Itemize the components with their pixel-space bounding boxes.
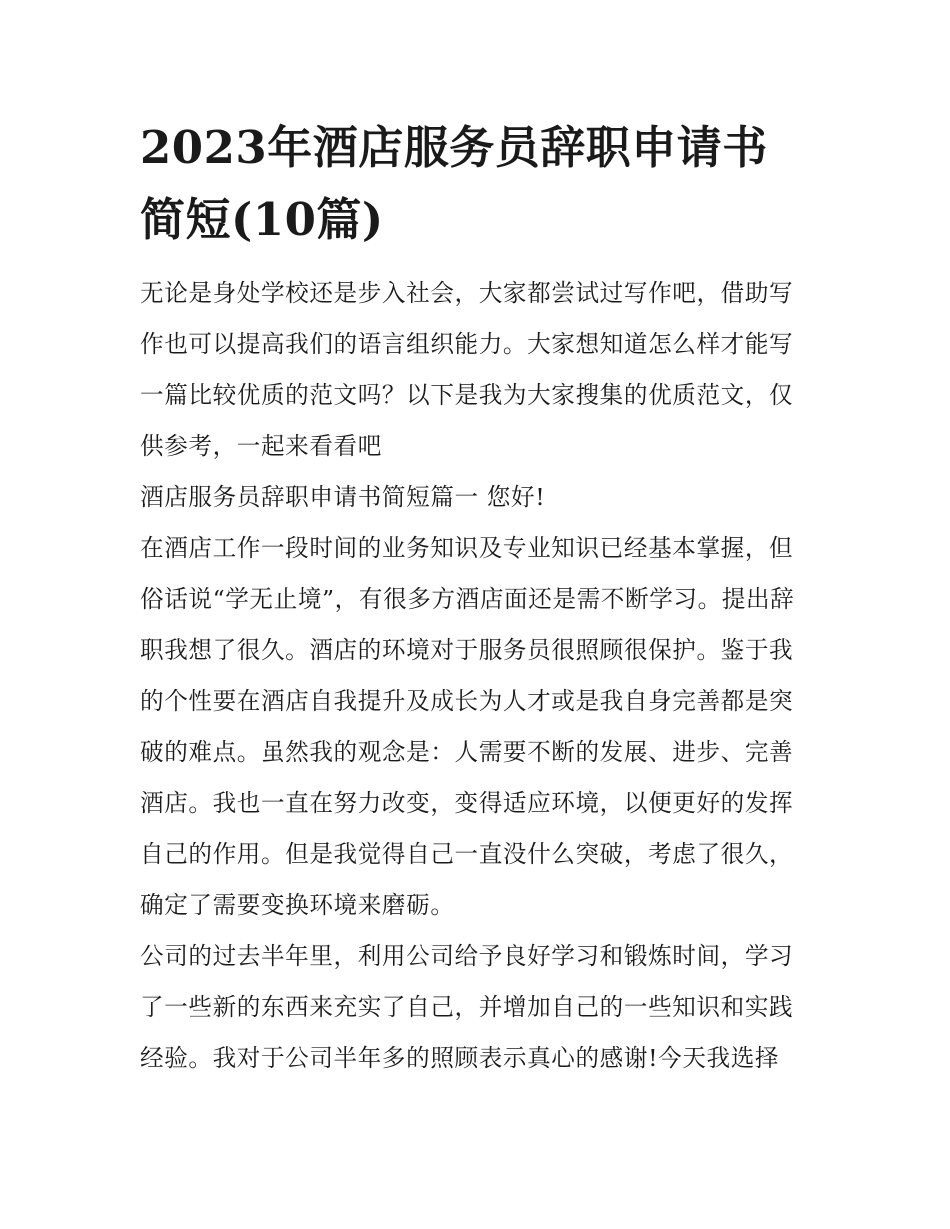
paragraph-intro: 无论是身处学校还是步入社会，大家都尝试过写作吧，借助写作也可以提高我们的语言组织能力。大家想知道怎么样才能写一篇比较优质的范文吗？以下是我为大家搜集的优质范文，仅供参考，一起来看看吧: [140, 279, 794, 460]
document-page: [140, 112, 812, 1084]
paragraph-section-heading: 酒店服务员辞职申请书简短篇一 您好!: [140, 483, 546, 511]
document-body: [140, 268, 812, 1084]
paragraph-body-1: 在酒店工作一段时间的业务知识及专业知识已经基本掌握，但俗话说“学无止境”，有很多方酒店面还是需不断学习。提出辞职我想了很久。酒店的环境对于服务员很照顾很保护。鉴于我的个性要在酒店自我提升及成长为人才或是我自身完善都是突破的难点。虽然我的观念是：人需要不断的发展、进步、完善酒店。我也一直在努力改变，变得适应环境，以便更好的发挥自己的作用。但是我觉得自己一直没什么突破，考虑了很久，确定了需要变换环境来磨砺。: [140, 534, 795, 919]
document-title: 2023年酒店服务员辞职申请书简短(10篇): [140, 121, 768, 246]
paragraph-body-2: 公司的过去半年里，利用公司给予良好学习和锻炼时间，学习了一些新的东西来充实了自己，并增加自己的一些知识和实践经验。我对于公司半年多的照顾表示真心的感谢!今天我选择: [140, 942, 794, 1072]
